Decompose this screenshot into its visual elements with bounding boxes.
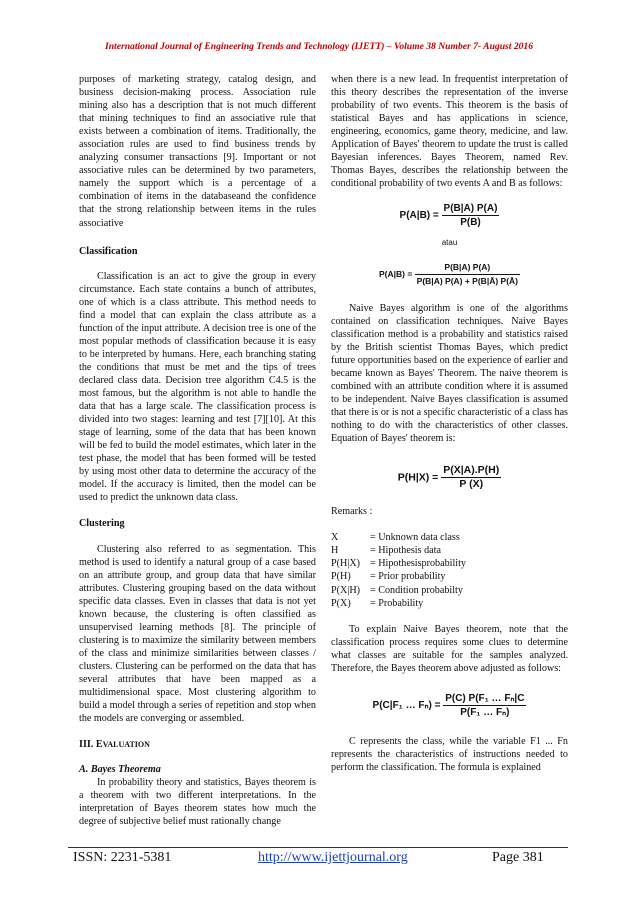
remark-row: P(H) = Prior probability bbox=[331, 571, 446, 583]
paragraph: Naive Bayes algorithm is one of the algorithms contained on classification techniques. Naive Bayes classification method is a probability and statistics raised by the British scientist Thomas Bayes, which predict future opportunities based on the experience of earlier and became known as Bayes' Theorem. The naive theorem is combined with an attribute condition where it is assumed to be independent. Naive Bayes classification is assumed that there is or is not a specific characteristic of a class has nothing to do with the characteristics of other classes. Equation of Bayes' theorem is: bbox=[331, 302, 568, 445]
remark-row: X = Unknown data class bbox=[331, 532, 460, 544]
paragraph: To explain Naive Bayes theorem, note that the classification process requires some clues to determine what classes are suitable for the samples analyzed. Therefore, the Bayes theorem above adjusted as follows: bbox=[331, 623, 568, 674]
footer-page-number: Page 381 bbox=[492, 850, 544, 865]
section-heading: III. EVALUATION bbox=[79, 739, 150, 751]
left-column bbox=[79, 73, 316, 828]
remarks-label: Remarks : bbox=[331, 506, 373, 518]
subsection-heading: A. Bayes Theorema bbox=[79, 764, 161, 776]
atau-label: atau bbox=[441, 237, 458, 247]
running-header: International Journal of Engineering Trends and Technology (IJETT) – Volume 38 Number 7- August 2016 bbox=[104, 41, 534, 52]
right-column bbox=[331, 73, 568, 774]
equation-classification: P(C|F₁ … Fₙ) = $\frac{\text{P(C) P(F₁ … Fₙ|C}}{\text{P(F₁ … Fₙ)}}$ bbox=[372, 692, 525, 718]
remark-row: P(X|H) = Condition probabilty bbox=[331, 584, 463, 596]
paragraph: Classification is an act to give the group in every circumstance. Each state contains a bunch of attributes, one of which is a class attribute. This method needs to find a model that can explain the class attribute as a function of the input attribute. A decision tree is one of the most popular methods of classification because it is easy to be interpreted by humans. Here, each branching stating the conditions that must be met and the tips of trees declared class data. Decision tree algorithm C4.5 is the most famous, but the algorithm is not able to handle the data that has a large scale. The classification process is divided into two stages: learning and test [7][10]. At this stage of learning, some of the data that has been known will be fed to build the model estimates, which later in the test phase, the model that has been formed will be tested by using most other data to determine the accuracy of the model. If the accuracy is limited, then the model can be used to predict the unknown data class. bbox=[79, 270, 316, 504]
paragraph: Clustering also referred to as segmentation. This method is used to identify a natural group of a case based on an attribute group, and group data that have similar attributes. Clustering grouping based on the data without specific data classes. Even in classes that data is not yet known because, the clustering is often classified as unsupervised learning methods [8]. The principle of clustering is to maximize the similarity between members of the class and minimize similarities between classes / clusters. Clustering can be performed on the data that has several attributes that have been mapped as a multidimensional space. Most clustering algorithm to build a model through a series of repetition and stop when the models are converging or assembled. bbox=[79, 543, 316, 725]
heading-clustering: Clustering bbox=[79, 518, 125, 530]
heading-classification: Classification bbox=[79, 245, 138, 257]
footer-issn: ISSN: 2231-5381 bbox=[73, 850, 172, 865]
equation-naive-bayes: P(H|X) = $\frac{P(X|A).P(H)}{P (X)}$ bbox=[397, 464, 500, 491]
equation-bayes: P(A|B) = $\frac{P(B|A) P(A)}{P(B)}$ bbox=[399, 203, 498, 229]
remark-row: H = Hipothesis data bbox=[331, 545, 441, 557]
footer-rule bbox=[68, 847, 568, 848]
paragraph: purposes of marketing strategy, catalog design, and business decision-making process. Association rule mining also has a description that is not much different that mining techniques to find an associative rule that exists between a combination of items. Traditionally, the association rules are used to find business trends by analyzing consumer transactions [9]. Important or not associative rules can be determined by two parameters, namely the support which is a percentage of a combination of items in the databaseand the confidence that the strong relationship between items in the rules associative bbox=[79, 74, 316, 229]
equation-bayes-expanded: P(A|B) = $\frac{P(B|A) P(A)}{P(B|A) P(A) + P(B|Ā) P(Ā)}$ bbox=[378, 261, 518, 286]
remarks-list bbox=[331, 531, 568, 609]
paragraph: C represents the class, while the variable F1 ... Fn represents the characteristics of instructions needed to perform the classification. The formula is explained bbox=[331, 735, 568, 773]
paragraph: when there is a new lead. In frequentist interpretation of this theory describes the representation of the inverse probability of two events. This theorem is the basis of statistical Bayes and has applications in science, engineering, economics, game theory, medicine, and law. Application of Bayes' theorem to update the trust is called Bayesian inferences. Bayes Theorem, named Rev. Thomas Bayes, describes the relationship between the conditional probability of two events A and B as follows: bbox=[331, 74, 568, 190]
paragraph: In probability theory and statistics, Bayes theorem is a theorem with two different interpretations. In the interpretation of Bayes theorem states how much the degree of subjective belief must rationally change bbox=[79, 777, 316, 828]
remark-row: P(H|X) = Hipothesisprobability bbox=[331, 558, 466, 570]
footer-url-link[interactable]: http://www.ijettjournal.org bbox=[258, 850, 408, 865]
remark-row: P(X) = Probability bbox=[331, 597, 424, 609]
